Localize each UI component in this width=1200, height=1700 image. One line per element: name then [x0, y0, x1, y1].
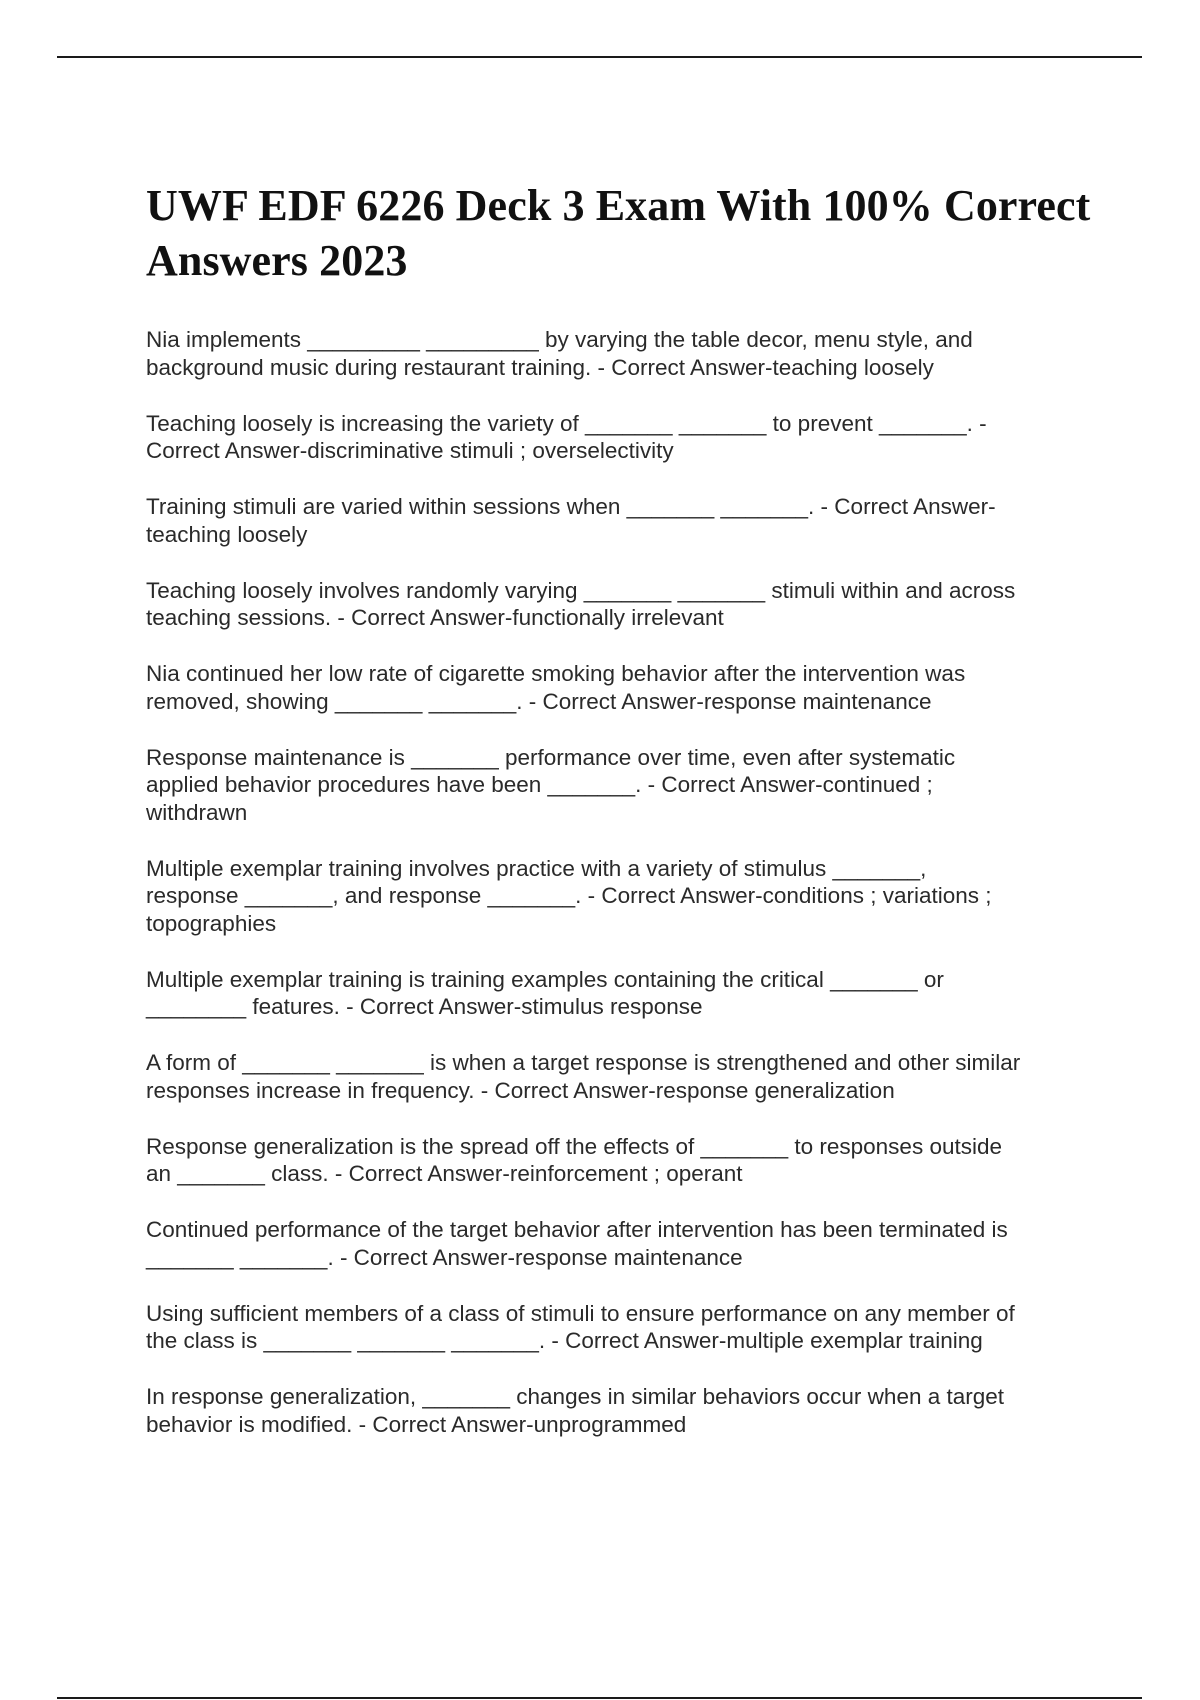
document-body	[146, 178, 1096, 1467]
qa-item: Continued performance of the target behavior after intervention has been terminated is _______ _______. - Correct Answer-response maintenance	[146, 1217, 1008, 1270]
qa-item: Nia continued her low rate of cigarette smoking behavior after the intervention was removed, showing _______ _______. - Correct Answer-response maintenance	[146, 661, 966, 714]
qa-item: Response generalization is the spread off the effects of _______ to responses outside an _______ class. - Correct Answer-reinforcement ; operant	[146, 1133, 1002, 1186]
bottom-rule	[57, 1697, 1142, 1699]
qa-item: Teaching loosely involves randomly varying _______ _______ stimuli within and across teaching sessions. - Correct Answer-functionally irrelevant	[146, 577, 1016, 630]
qa-item: In response generalization, _______ changes in similar behaviors occur when a target behavior is modified. - Correct Answer-unprogrammed	[146, 1384, 1005, 1437]
qa-item: Training stimuli are varied within sessions when _______ _______. - Correct Answer- teaching loosely	[146, 494, 996, 547]
qa-item: Response maintenance is _______ performance over time, even after systematic applied behavior procedures have been _______. - Correct Answer-continued ; withdrawn	[146, 744, 956, 825]
document-title: UWF EDF 6226 Deck 3 Exam With 100% Correct Answers 2023	[146, 181, 1091, 285]
top-rule	[57, 56, 1142, 58]
qa-item: Multiple exemplar training is training examples containing the critical _______ or ________ features. - Correct Answer-stimulus response	[146, 966, 944, 1019]
qa-item: Using sufficient members of a class of stimuli to ensure performance on any member of the class is _______ _______ _______. - Correct Answer-multiple exemplar training	[146, 1300, 1015, 1353]
qa-item: Teaching loosely is increasing the variety of _______ _______ to prevent _______. - Correct Answer-discriminative stimuli ; overselectivity	[146, 410, 987, 463]
qa-item: Multiple exemplar training involves practice with a variety of stimulus _______, response _______, and response _______. - Correct Answer-conditions ; variations ; topographies	[146, 855, 992, 936]
qa-item: A form of _______ _______ is when a target response is strengthened and other similar responses increase in frequency. - Correct Answer-response generalization	[146, 1050, 1021, 1103]
qa-item: Nia implements _________ _________ by varying the table decor, menu style, and background music during restaurant training. - Correct Answer-teaching loosely	[146, 327, 973, 380]
